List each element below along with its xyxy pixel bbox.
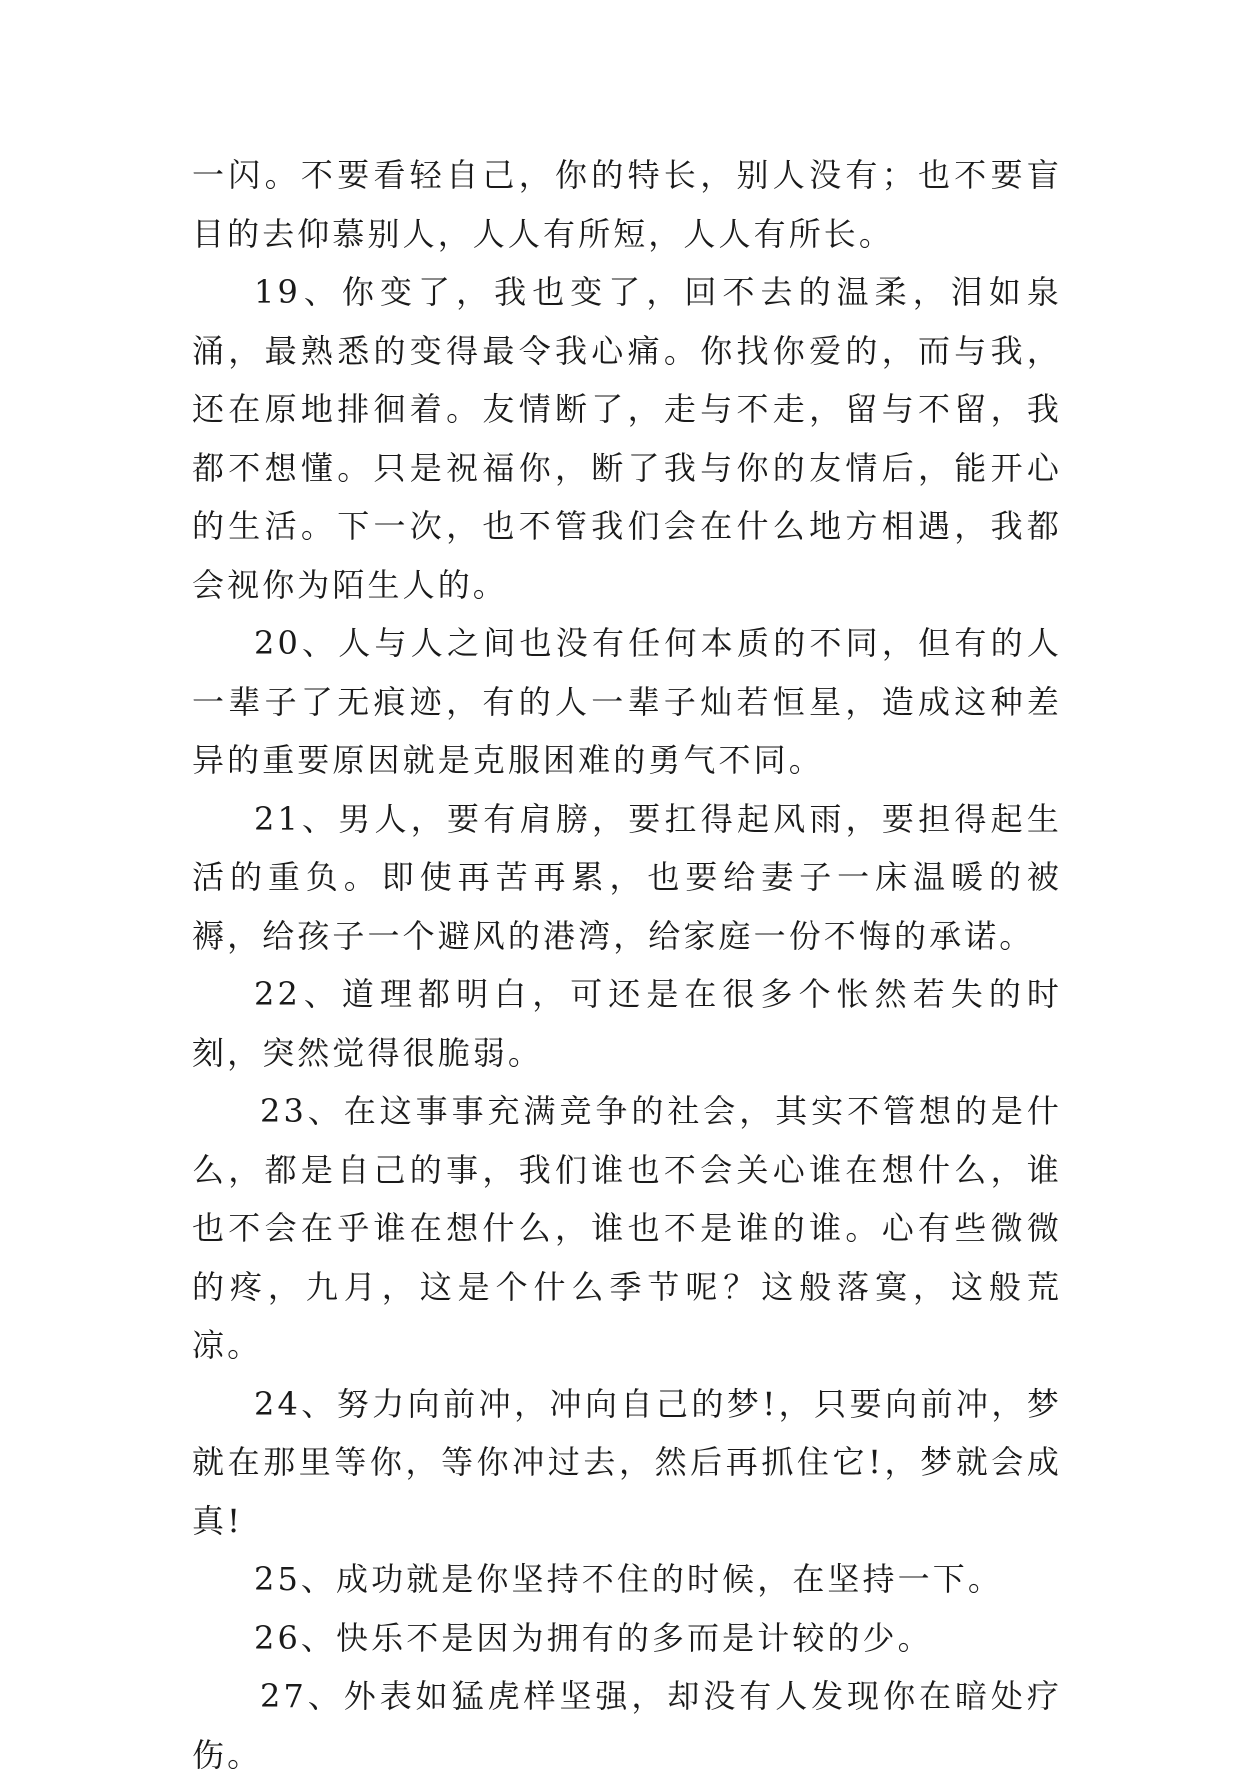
paragraph-19: 19、你变了，我也变了，回不去的温柔，泪如泉涌，最熟悉的变得最令我心痛。你找你爱的，而与我，还在原地排徊着。友情断了，走与不走，留与不留，我都不想懂。只是祝福你，断了我与你的友情后，能开心的生活。下一次，也不管我们会在什么地方相遇，我都会视你为陌生人的。 bbox=[192, 273, 1062, 604]
paragraph-24: 24、努力向前冲，冲向自己的梦!，只要向前冲，梦就在那里等你，等你冲过去，然后再抓住它!，梦就会成真! bbox=[192, 1384, 1062, 1540]
paragraph-21: 21、男人，要有肩膀，要扛得起风雨，要担得起生活的重负。即使再苦再累，也要给妻子一床温暖的被褥，给孩子一个避风的港湾，给家庭一份不悔的承诺。 bbox=[192, 799, 1062, 955]
paragraph-22: 22、道理都明白，可还是在很多个怅然若失的时刻，突然觉得很脆弱。 bbox=[192, 975, 1062, 1072]
document-page bbox=[192, 146, 1062, 1784]
paragraph-26: 26、快乐不是因为拥有的多而是计较的少。 bbox=[254, 1618, 933, 1657]
paragraph-20: 20、人与人之间也没有任何本质的不同，但有的人一辈子了无痕迹，有的人一辈子灿若恒星，造成这种差异的重要原因就是克服困难的勇气不同。 bbox=[192, 624, 1062, 779]
paragraph-continuation: 一闪。不要看轻自己，你的特长，别人没有；也不要盲目的去仰慕别人，人人有所短，人人有所长。 bbox=[192, 156, 1062, 253]
paragraph-23: 23、在这事事充满竞争的社会，其实不管想的是什么，都是自己的事，我们谁也不会关心谁在想什么，谁也不会在乎谁在想什么，谁也不是谁的谁。心有些微微的疼，九月，这是个什么季节呢？这般落寞，这般荒凉。 bbox=[192, 1092, 1062, 1364]
paragraph-27: 27、外表如猛虎样坚强，却没有人发现你在暗处疗伤。 bbox=[192, 1677, 1062, 1774]
paragraph-25: 25、成功就是你坚持不住的时候，在坚持一下。 bbox=[254, 1560, 1003, 1598]
